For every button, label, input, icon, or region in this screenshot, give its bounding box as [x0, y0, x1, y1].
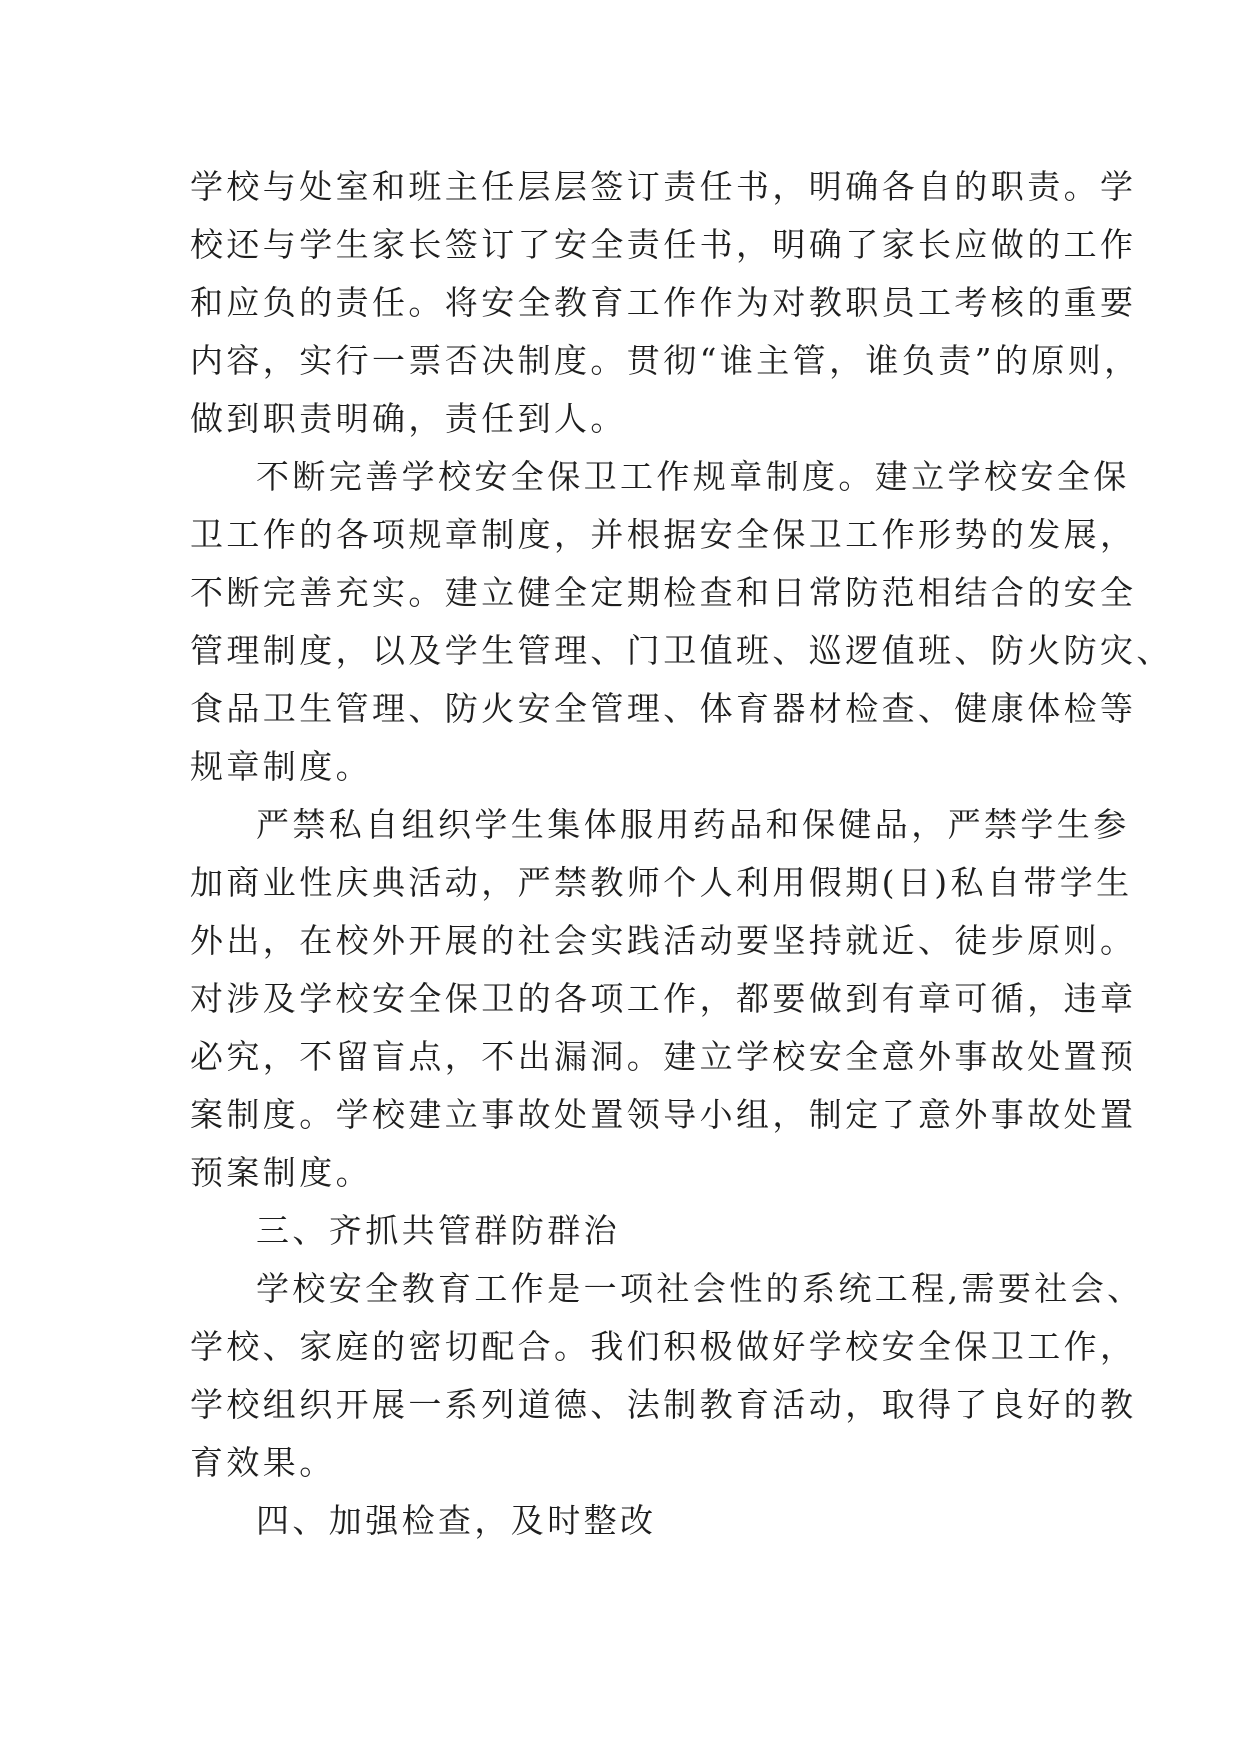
text-line: 加商业性庆典活动，严禁教师个人利用假期(日)私自带学生: [190, 863, 1133, 902]
text-line: 学校、家庭的密切配合。我们积极做好学校安全保卫工作，: [190, 1327, 1137, 1366]
text-line: 育效果。: [190, 1443, 336, 1482]
text-line: 学校与处室和班主任层层签订责任书，明确各自的职责。学: [190, 167, 1137, 206]
text-line: 内容，实行一票否决制度。贯彻“谁主管，谁负责”的原则，: [190, 341, 1141, 380]
paragraph-first-line: 四、加强检查，及时整改: [256, 1501, 657, 1540]
text-line: 不断完善充实。建立健全定期检查和日常防范相结合的安全: [190, 573, 1137, 612]
text-line: 做到职责明确，责任到人。: [190, 399, 627, 438]
text-line: 对涉及学校安全保卫的各项工作，都要做到有章可循，违章: [190, 979, 1137, 1018]
text-line: 管理制度，以及学生管理、门卫值班、巡逻值班、防火防灾、: [190, 631, 1173, 670]
text-line: 校还与学生家长签订了安全责任书，明确了家长应做的工作: [190, 225, 1137, 264]
text-line: 学校组织开展一系列道德、法制教育活动，取得了良好的教: [190, 1385, 1137, 1424]
text-line: 规章制度。: [190, 747, 372, 786]
paragraph-first-line: 三、齐抓共管群防群治: [256, 1211, 620, 1250]
text-line: 卫工作的各项规章制度，并根据安全保卫工作形势的发展，: [190, 515, 1137, 554]
document-body: [190, 158, 1173, 1550]
text-line: 必究，不留盲点，不出漏洞。建立学校安全意外事故处置预: [190, 1037, 1137, 1076]
text-line: 和应负的责任。将安全教育工作作为对教职员工考核的重要: [190, 283, 1137, 322]
text-line: 案制度。学校建立事故处置领导小组，制定了意外事故处置: [190, 1095, 1137, 1134]
paragraph-first-line: 不断完善学校安全保卫工作规章制度。建立学校安全保: [256, 457, 1130, 496]
text-line: 外出，在校外开展的社会实践活动要坚持就近、徒步原则。: [190, 921, 1137, 960]
text-line: 食品卫生管理、防火安全管理、体育器材检查、健康体检等: [190, 689, 1137, 728]
text-line: 预案制度。: [190, 1153, 372, 1192]
paragraph-first-line: 学校安全教育工作是一项社会性的系统工程,需要社会、: [256, 1269, 1144, 1308]
paragraph-first-line: 严禁私自组织学生集体服用药品和保健品，严禁学生参: [256, 805, 1130, 844]
